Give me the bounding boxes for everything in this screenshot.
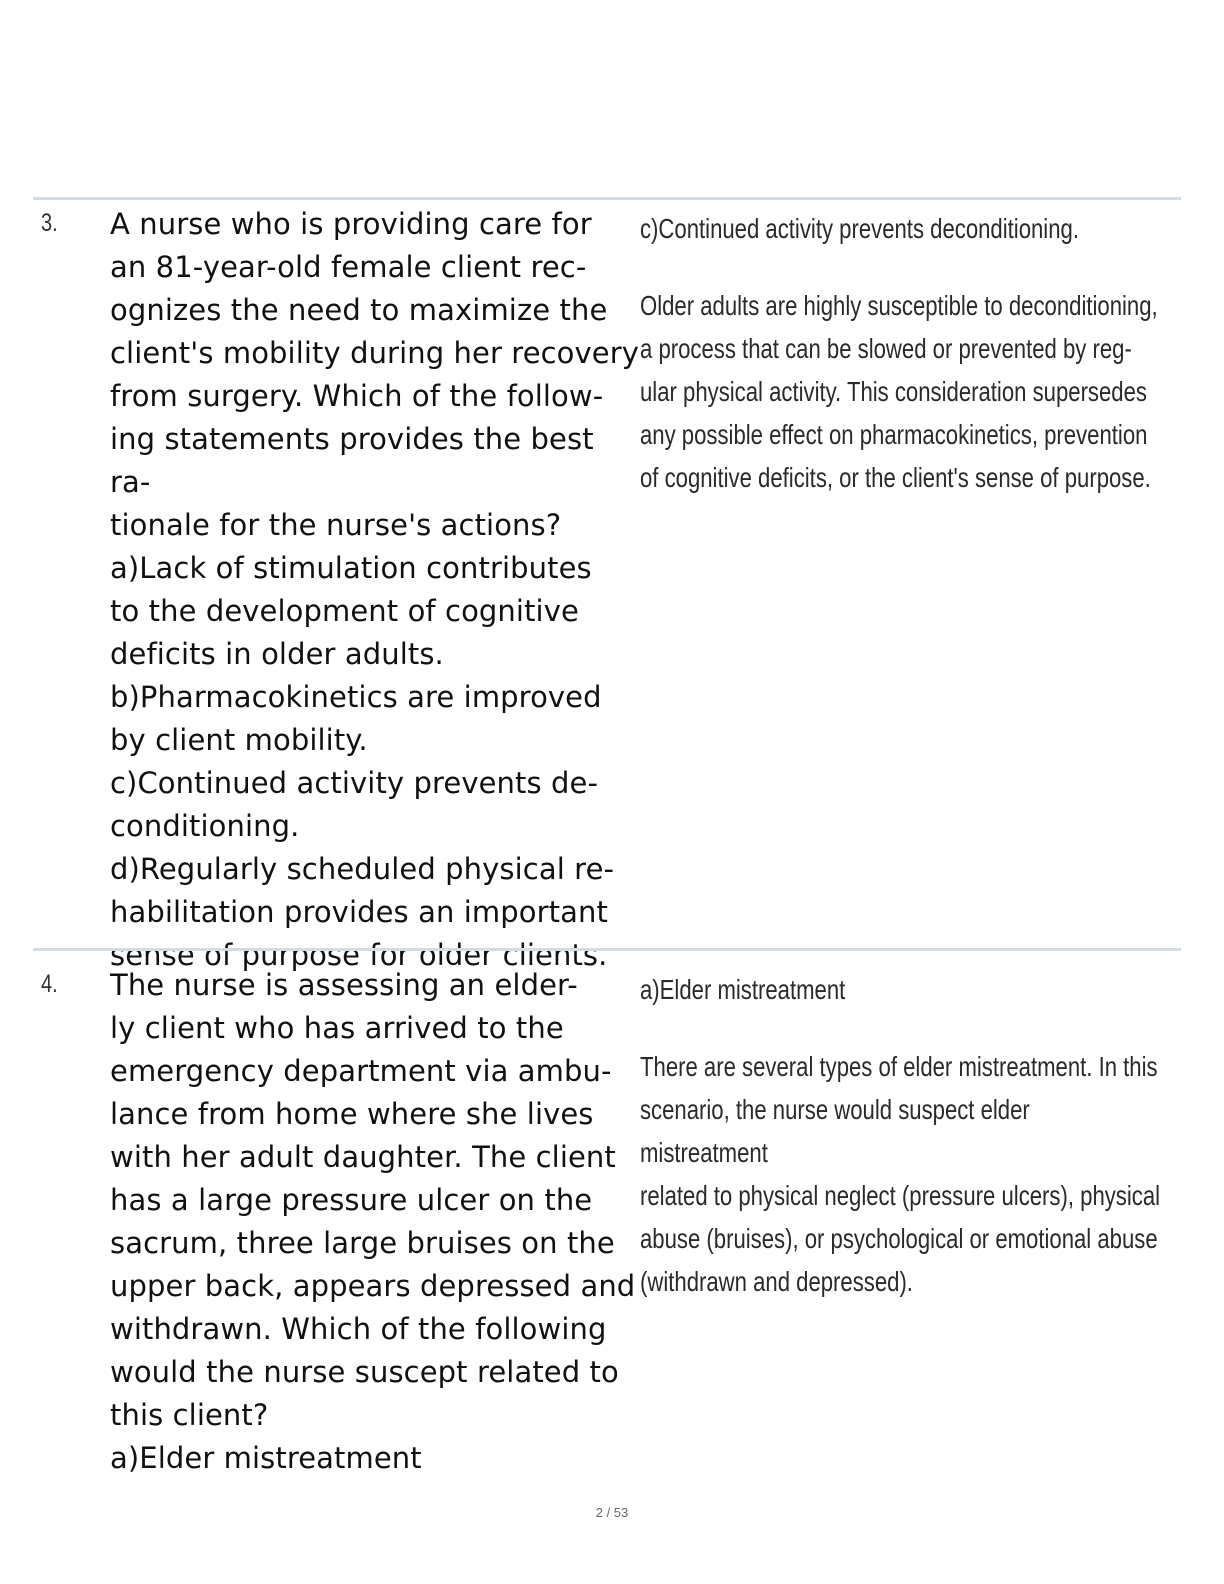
divider-middle: [33, 948, 1181, 951]
answer-block: [640, 968, 1161, 1303]
answer-text: c)Continued activity prevents deconditioning.: [640, 213, 1079, 244]
explanation-text: Older adults are highly susceptible to deconditioning, a process that can be slowed or prevented by reg- ular physical activity. This consideration supersedes any possible effect on pharmacokinetics, prevention of cognitive deficits, or the client's sense of purpose.: [640, 290, 1158, 493]
flashcard-4: [33, 964, 1181, 1524]
card-number: 4.: [41, 970, 58, 998]
question-text: The nurse is assessing an elder- ly client who has arrived to the emergency department via ambu- lance from home where she lives with her adult daughter. The client has a large pressure ulcer on the sacrum, three large bruises on the upper back, appears depressed and withdrawn. Which of the following would the nurse suscept related to this client? a)Elder mistreatment: [110, 968, 636, 1475]
answer-text: a)Elder mistreatment: [640, 974, 846, 1005]
flashcard-3: [33, 203, 1181, 972]
page-indicator: 2 / 53: [595, 1505, 629, 1520]
explanation-text: There are several types of elder mistreatment. In this scenario, the nurse would suspect elder mistreatment related to physical neglect (pressure ulcers), physical abuse (bruises), or psychological or emotional abuse (withdrawn and depressed).: [640, 1051, 1161, 1297]
answer-block: [640, 207, 1161, 499]
card-number: 3.: [41, 209, 58, 237]
question-text: A nurse who is providing care for an 81-year-old female client rec- ognizes the need to maximize the client's mobility during her recovery from surgery. Which of the follow- ing statements provides the best ra- tionale for the nurse's actions? a)Lack of stimulation contributes to the development of cognitive deficits in older adults. b)Pharmacokinetics are improved by client mobility. c)Continued activity prevents de- conditioning. d)Regularly scheduled physical re- habilitation provides an important sense of purpose for older clients.: [110, 207, 640, 972]
divider-top: [33, 197, 1181, 200]
